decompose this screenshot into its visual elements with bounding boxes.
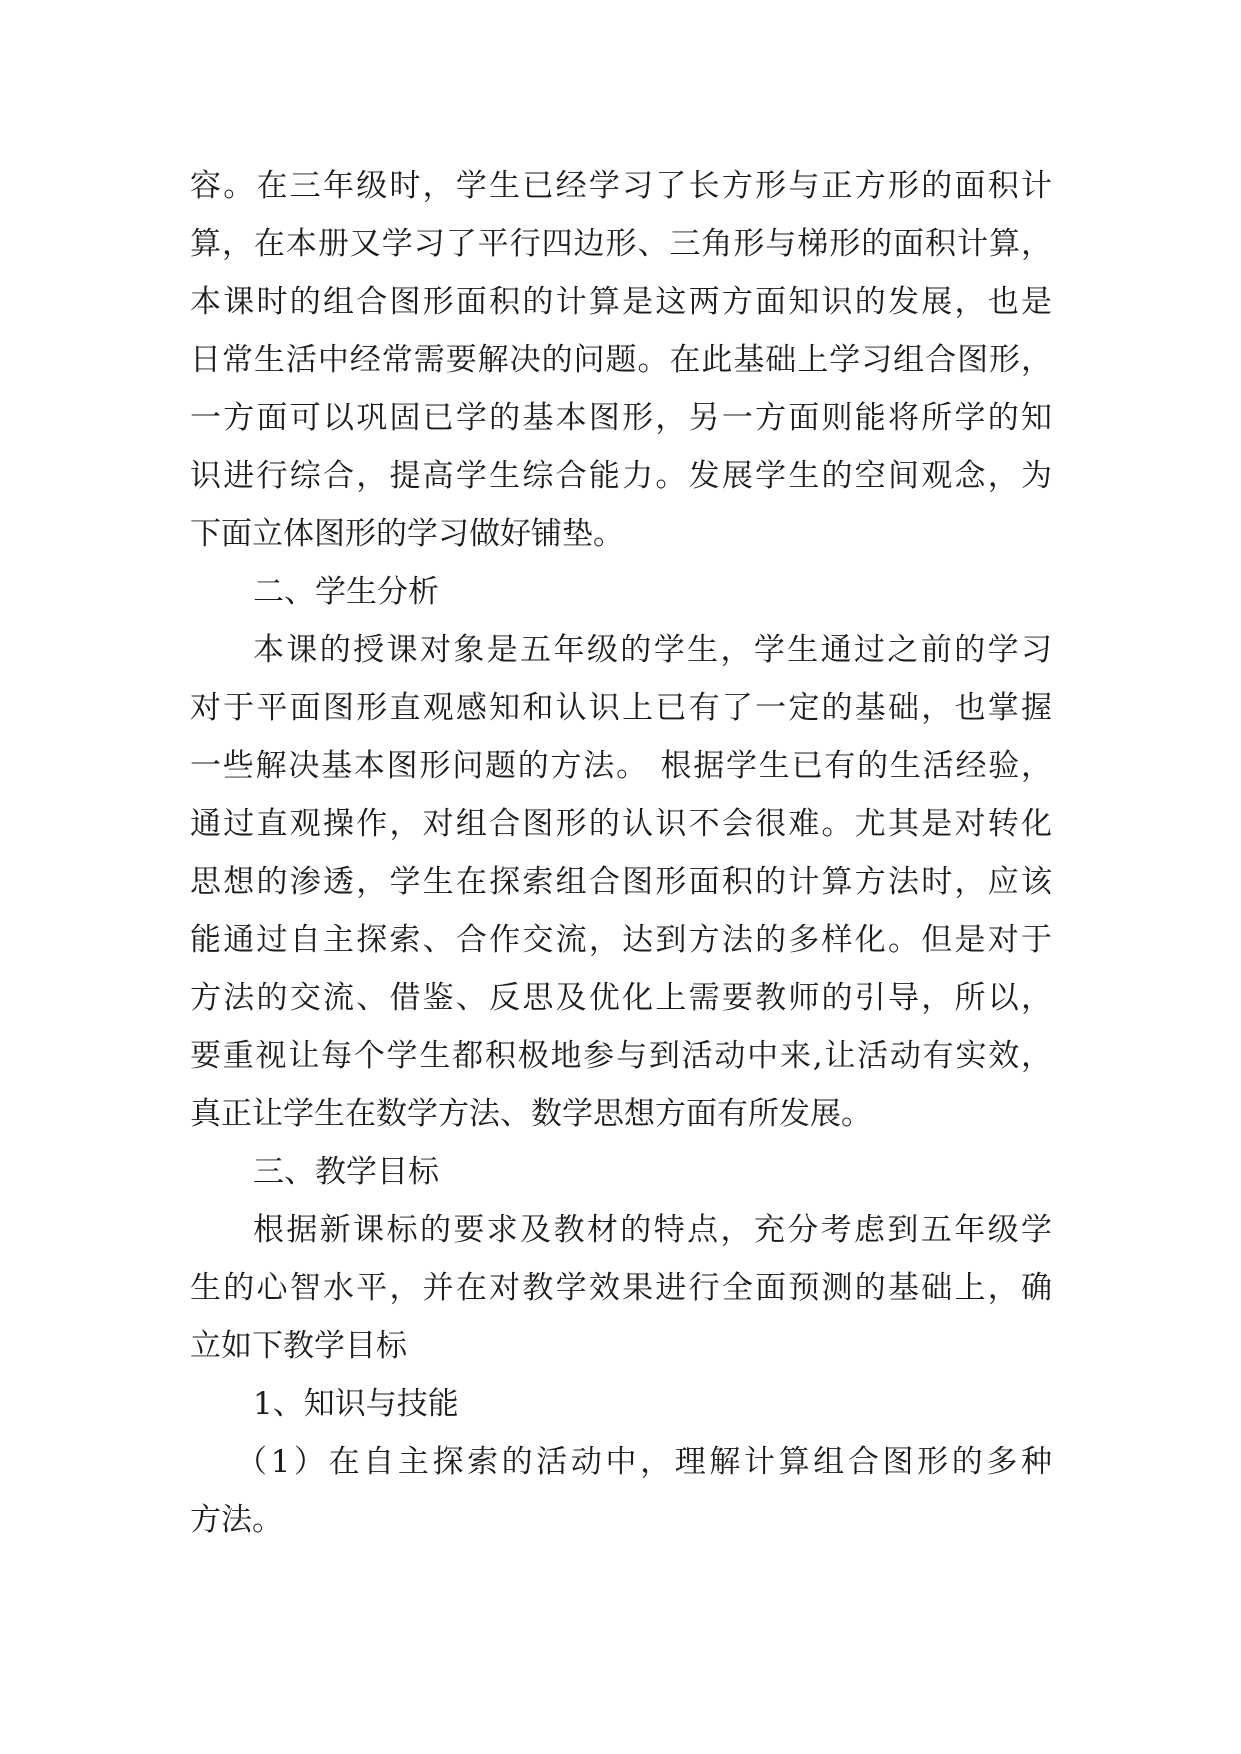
section-heading-teaching-goals: 三、教学目标	[253, 1154, 439, 1190]
paragraph-2-line-8: 要重视让每个学生都积极地参与到活动中来,让活动有实效，	[190, 1038, 1052, 1074]
paragraph-1-line-7: 下面立体图形的学习做好铺垫。	[190, 516, 624, 552]
paragraph-2-line-6: 能通过自主探索、合作交流，达到方法的多样化。但是对于	[190, 922, 1052, 958]
item-1-line-1: （1）在自主探索的活动中，理解计算组合图形的多种	[236, 1444, 1052, 1480]
section-heading-student-analysis: 二、学生分析	[253, 574, 439, 610]
paragraph-2-line-9: 真正让学生在数学方法、数学思想方面有所发展。	[190, 1096, 872, 1132]
subheading-knowledge-skills: 1、知识与技能	[253, 1386, 459, 1422]
paragraph-3-line-2: 生的心智水平，并在对教学效果进行全面预测的基础上，确	[190, 1270, 1052, 1306]
paragraph-1-line-2: 算，在本册又学习了平行四边形、三角形与梯形的面积计算，	[190, 226, 1052, 262]
paragraph-3-line-1: 根据新课标的要求及教材的特点，充分考虑到五年级学	[253, 1212, 1052, 1248]
item-1-line-2: 方法。	[190, 1502, 283, 1538]
paragraph-2-line-5: 思想的渗透，学生在探索组合图形面积的计算方法时，应该	[190, 864, 1052, 900]
paragraph-1-line-3: 本课时的组合图形面积的计算是这两方面知识的发展，也是	[190, 284, 1052, 320]
paragraph-1-line-4: 日常生活中经常需要解决的问题。在此基础上学习组合图形，	[190, 342, 1052, 378]
paragraph-2-line-3: 一些解决基本图形问题的方法。 根据学生已有的生活经验，	[190, 748, 1052, 784]
paragraph-2-line-4: 通过直观操作，对组合图形的认识不会很难。尤其是对转化	[190, 806, 1052, 842]
paragraph-2-line-7: 方法的交流、借鉴、反思及优化上需要教师的引导，所以，	[190, 980, 1052, 1016]
paragraph-1-line-5: 一方面可以巩固已学的基本图形，另一方面则能将所学的知	[190, 400, 1052, 436]
paragraph-1-line-6: 识进行综合，提高学生综合能力。发展学生的空间观念，为	[190, 458, 1052, 494]
paragraph-1-line-1: 容。在三年级时，学生已经学习了长方形与正方形的面积计	[190, 168, 1052, 204]
paragraph-3-line-3: 立如下教学目标	[190, 1328, 407, 1364]
paragraph-2-line-2: 对于平面图形直观感知和认识上已有了一定的基础，也掌握	[190, 690, 1052, 726]
paragraph-2-line-1: 本课的授课对象是五年级的学生，学生通过之前的学习	[253, 632, 1052, 668]
